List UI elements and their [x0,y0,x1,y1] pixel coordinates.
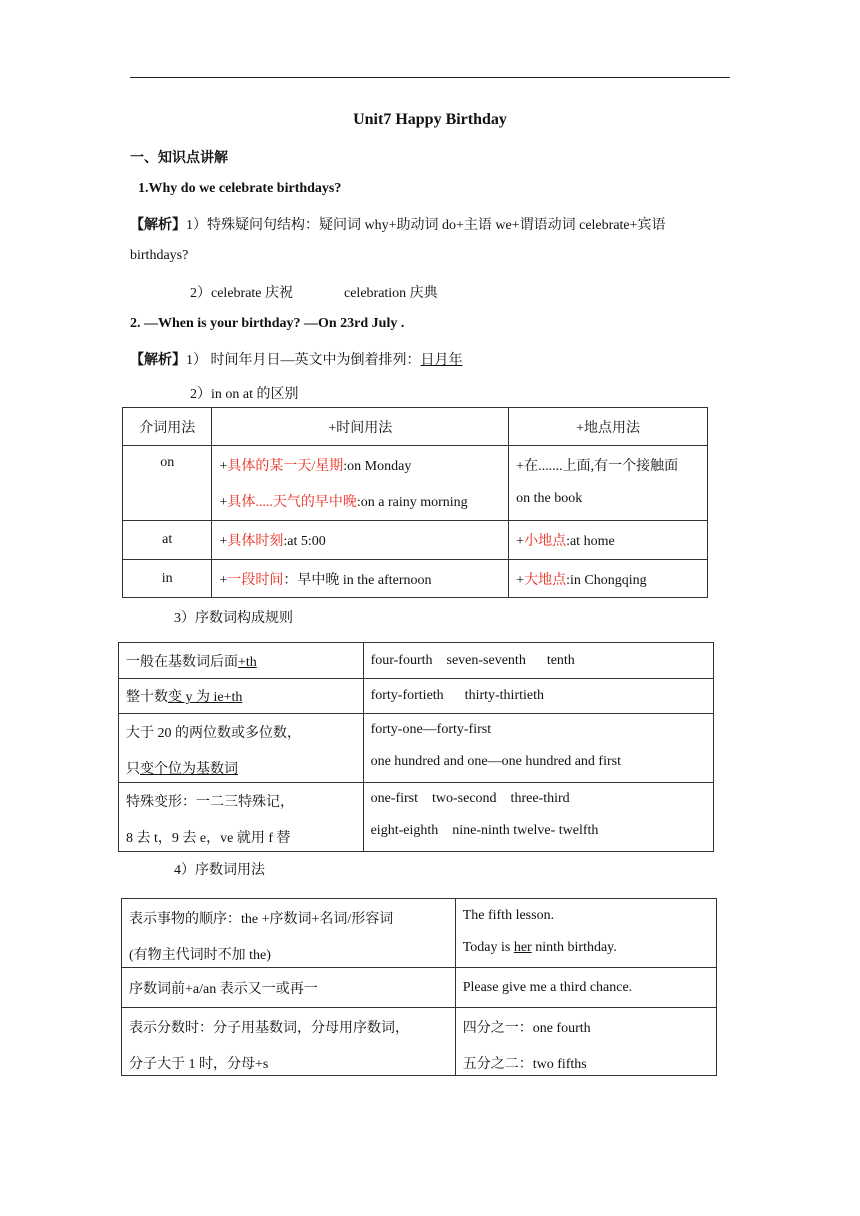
plus-sign: + [516,534,525,549]
highlight-text: 一段时间 [227,572,284,588]
question-2-item2: 2）in on at 的区别 [190,387,299,402]
page-title: Unit7 Happy Birthday [353,111,507,128]
plus-sign: + [219,534,228,549]
cell-line: one hundred and one—one hundred and first [370,754,621,769]
cell-line: 分子大于 1 时，分母+s [129,1057,269,1072]
table-row [122,899,717,968]
example-cell [455,899,716,968]
table-row [119,783,714,852]
cell-line: one-first two-second three-third [370,791,570,806]
cell-line: (有物主代词时不加 the) [129,948,271,963]
plus-sign: + [516,572,525,588]
analysis-text: 1）特殊疑问句结构：疑问词 why+助动词 do+主语 we+谓语动词 celebrate+宾语 [186,218,666,233]
rule-cell [119,643,364,679]
table-row [122,968,717,1008]
highlight-text: 具体.....天气的早中晚 [227,495,357,510]
question-1-analysis-line1 [130,214,666,234]
cell-line [126,758,356,778]
analysis-text: 1） 时间年月日—英文中为倒着排列： [186,353,421,368]
analysis-tag: 【解析】 [130,218,186,233]
plus-sign: + [219,495,228,510]
example-text: Today is [462,940,514,955]
cell-line: 大于 20 的两位数或多位数， [126,726,301,741]
cell-line: on the book [516,491,583,506]
rule-underlined: +th [238,654,257,670]
table-header-cell: +地点用法 [509,408,708,446]
table-cell-time [212,560,509,598]
plus-sign: + [219,572,228,588]
cell-line: 四分之一：one fourth [462,1021,591,1036]
table-row [122,1008,717,1076]
cell-line [219,491,501,511]
example-text: ninth birthday. [531,940,617,955]
section-heading: 一、知识点讲解 [130,151,228,166]
example-cell [455,1008,716,1076]
table-header-cell: +时间用法 [212,408,509,446]
cell-line: 8 去 t，9 去 e，ve 就用 f 替 [126,831,291,846]
table-row [123,521,708,560]
example-cell [363,783,713,852]
table-cell-place [509,560,708,598]
example-cell: forty-fortieth thirty-thirtieth [363,679,713,714]
example-underlined: her [513,940,532,955]
highlight-text: 具体时刻 [227,534,284,549]
question-2-heading: 2. —When is your birthday? —On 23rd July . [130,316,405,331]
rule-text: 一般在基数词后面 [126,654,238,670]
cell-line: 表示事物的顺序：the +序数词+名词/形容词 [129,912,394,927]
highlight-text: 小地点 [524,534,567,549]
example-text: :at 5:00 [283,534,326,549]
table-cell-prep: at [123,521,212,560]
rule-cell [119,783,364,852]
analysis-tag: 【解析】 [130,353,186,368]
highlight-text: 具体的某一天/星期 [227,459,344,474]
analysis-underlined: 日月年 [420,353,463,368]
question-1-heading: 1.Why do we celebrate birthdays? [138,181,342,196]
question-1-item2-word1: 2）celebrate 庆祝 [190,286,294,301]
example-text: :in Chongqing [566,572,647,588]
table-cell-prep: on [123,446,212,521]
rule-text: 只 [126,762,140,777]
ordinal-usage-table [121,898,717,1076]
item-4-heading: 4）序数词用法 [174,863,265,878]
example-cell: Please give me a third chance. [455,968,716,1008]
usage-cell [122,1008,456,1076]
example-cell: four-fourth seven-seventh tenth [363,643,713,679]
example-cell [363,714,713,783]
example-text: ：早中晚 in the afternoon [283,572,432,588]
table-cell-prep: in [123,560,212,598]
cell-line: 特殊变形：一二三特殊记， [126,795,294,810]
table-row [119,679,714,714]
rule-cell [119,679,364,714]
prepositions-table [122,407,708,598]
question-1-analysis-line2: birthdays? [130,248,189,263]
table-cell-time [212,521,509,560]
table-row [123,560,708,598]
plus-sign: + [219,459,228,474]
ordinal-rules-table [118,642,714,852]
table-header-row [123,408,708,446]
rule-cell [119,714,364,783]
cell-line: forty-one—forty-first [370,722,492,737]
table-header-cell: 介词用法 [123,408,212,446]
header-rule [130,77,730,78]
cell-line: 表示分数时：分子用基数词，分母用序数词， [129,1021,409,1036]
table-cell-place [509,446,708,521]
question-1-item2-word2: celebration 庆典 [344,286,438,301]
rule-underlined: 变 y 为 ie+th [168,690,243,705]
question-2-analysis-line1 [130,349,463,369]
cell-line [219,455,501,475]
example-text: :at home [566,534,615,549]
rule-text: 整十数 [126,690,168,705]
table-row [123,446,708,521]
cell-line: eight-eighth nine-ninth twelve- twelfth [370,823,599,838]
table-row [119,643,714,679]
cell-line: The fifth lesson. [462,908,555,923]
item-3-heading: 3）序数词构成规则 [174,611,293,626]
cell-line: +在.......上面,有一个接触面 [516,459,679,474]
example-text: :on Monday [343,459,412,474]
table-cell-time [212,446,509,521]
rule-underlined: 变个位为基数词 [140,762,238,777]
cell-line [463,940,709,956]
table-row [119,714,714,783]
usage-cell [122,899,456,968]
cell-line: 五分之二：two fifths [462,1057,587,1072]
usage-cell: 序数词前+a/an 表示又一或再一 [122,968,456,1008]
example-text: :on a rainy morning [356,495,468,510]
highlight-text: 大地点 [524,572,567,588]
table-cell-place [509,521,708,560]
